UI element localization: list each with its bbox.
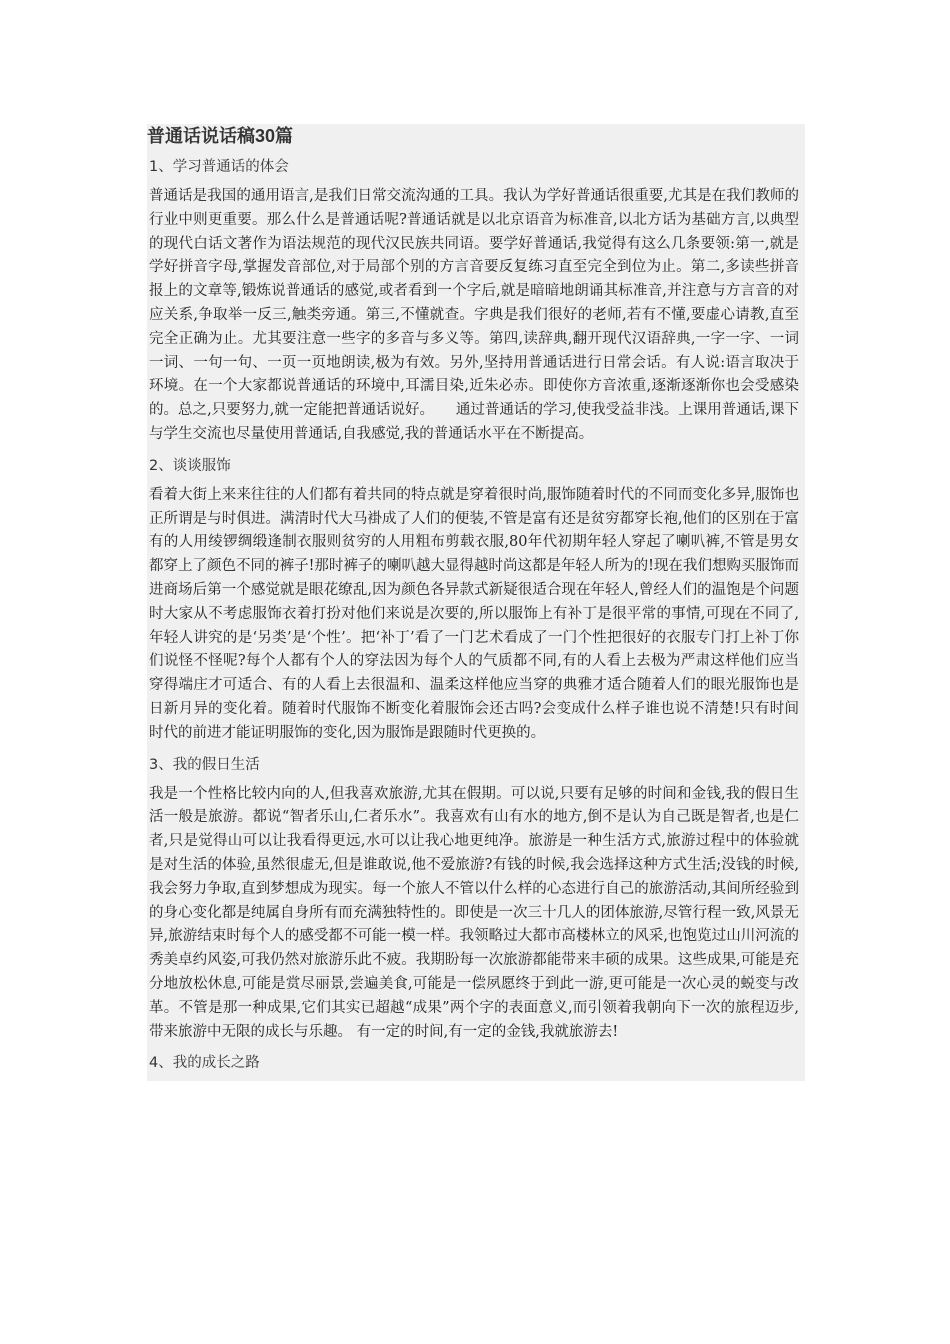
- section-body-2: 看着大街上来来往往的人们都有着共同的特点就是穿着很时尚,服饰随着时代的不同而变化多异,服饰也正所谓是与时俱进。满清时代大马褂成了人们的便装,不管是富有还是贫穷都穿长袍,他们的区别在于富有的人用绫锣绸缎逢制衣服则贫穷的人用粗布剪载衣服,80年代初期年轻人穿起了喇叭裤,不管是男女都穿上了颜色不同的裤子!那时裤子的喇叭越大显得越时尚这都是年轻人所为的!现在我们想购买服饰而进商场后第一个感觉就是眼花缭乱,因为颜色各异款式新疑很适合现在年轻人,曾经人们的温饱是个问题时大家从不考虑服饰衣着打扮对他们来说是次要的,所以服饰上有补丁是很平常的事情,可现在不同了,年轻人讲究的是‘另类’是‘个性’。把‘补丁’看了一门艺术看成了一门个性把很好的衣服专门打上补丁你们说怪不怪呢?每个人都有个人的穿法因为每个人的气质都不同,有的人看上去极为严肃这样他们应当穿得端庄才可适合、有的人看上去很温和、温柔这样他应当穿的典雅才适合随着人们的眼光服饰也是日新月异的变化着。随着时代服饰不断变化着服饰会还古吗?会变成什么样子谁也说不清楚!只有时间时代的前进才能证明服饰的变化,因为服饰是跟随时代更换的。: [149, 486, 799, 741]
- section-body-3: 我是一个性格比较内向的人,但我喜欢旅游,尤其在假期。可以说,只要有足够的时间和金钱,我的假日生活一般是旅游。都说“智者乐山,仁者乐水”。我喜欢有山有水的地方,倒不是认为自己既是智者,也是仁者,只是觉得山可以让我看得更远,水可以让我心地更纯净。旅游是一种生活方式,旅游过程中的体验就是对生活的体验,虽然很虚无,但是谁敢说,他不爱旅游?有钱的时候,我会选择这种方式生活;没钱的时候,我会努力争取,直到梦想成为现实。每一个旅人不管以什么样的心态进行自己的旅游活动,其间所经验到的身心变化都是纯属自身所有而充满独特性的。即使是一次三十几人的团体旅游,尽管行程一致,风景无异,旅游结束时每个人的感受都不可能一模一样。我领略过大都市高楼林立的风采,也饱览过山川河流的秀美卓约风姿,可我仍然对旅游乐此不疲。我期盼每一次旅游都能带来丰硕的成果。这些成果,可能是充分地放松休息,可能是赏尽丽景,尝遍美食,可能是一偿夙愿终于到此一游,更可能是一次心灵的蜕变与改革。不管是那一种成果,它们其实已超越“成果”两个字的表面意义,而引领着我朝向下一次的旅程迈步,带来旅游中无限的成长与乐趣。 有一定的时间,有一定的金钱,我就旅游去!: [149, 785, 799, 1040]
- section-heading-1: 1、学习普通话的体会: [149, 159, 289, 175]
- document-title: 普通话说话稿30篇: [147, 126, 294, 146]
- section-body-1: 普通话是我国的通用语言,是我们日常交流沟通的工具。我认为学好普通话很重要,尤其是在我们教师的行业中则更重要。那么什么是普通话呢?普通话就是以北京语音为标准音,以北方话为基础方言,以典型的现代白话文著作为语法规范的现代汉民族共同语。要学好普通话,我觉得有这么几条要领:第一,就是学好拼音字母,掌握发音部位,对于局部个别的方言音要反复练习直至完全到位为止。第二,多读些拼音报上的文章等,锻炼说普通话的感觉,或者看到一个字后,就是暗暗地朗诵其标准音,并注意与方言音的对应关系,争取举一反三,触类旁通。第三,不懂就查。字典是我们很好的老师,若有不懂,要虚心请教,直至完全正确为止。尤其要注意一些字的多音与多义等。第四,读辞典,翻开现代汉语辞典,一字一字、一词一词、一句一句、一页一页地朗读,极为有效。另外,坚持用普通话进行日常会话。有人说:语言取决于环境。在一个大家都说普通话的环境中,耳濡目染,近朱必赤。即使你方音浓重,逐渐逐渐你也会受感染的。总之,只要努力,就一定能把普通话说好。 通过普通话的学习,使我受益非浅。上课用普通话,课下与学生交流也尽量使用普通话,自我感觉,我的普通话水平在不断提高。: [149, 188, 799, 442]
- document-page: [147, 124, 805, 1081]
- section-heading-4: 4、我的成长之路: [149, 1055, 260, 1072]
- section-heading-2: 2、谈谈服饰: [149, 457, 231, 474]
- section-heading-3: 3、我的假日生活: [149, 756, 260, 773]
